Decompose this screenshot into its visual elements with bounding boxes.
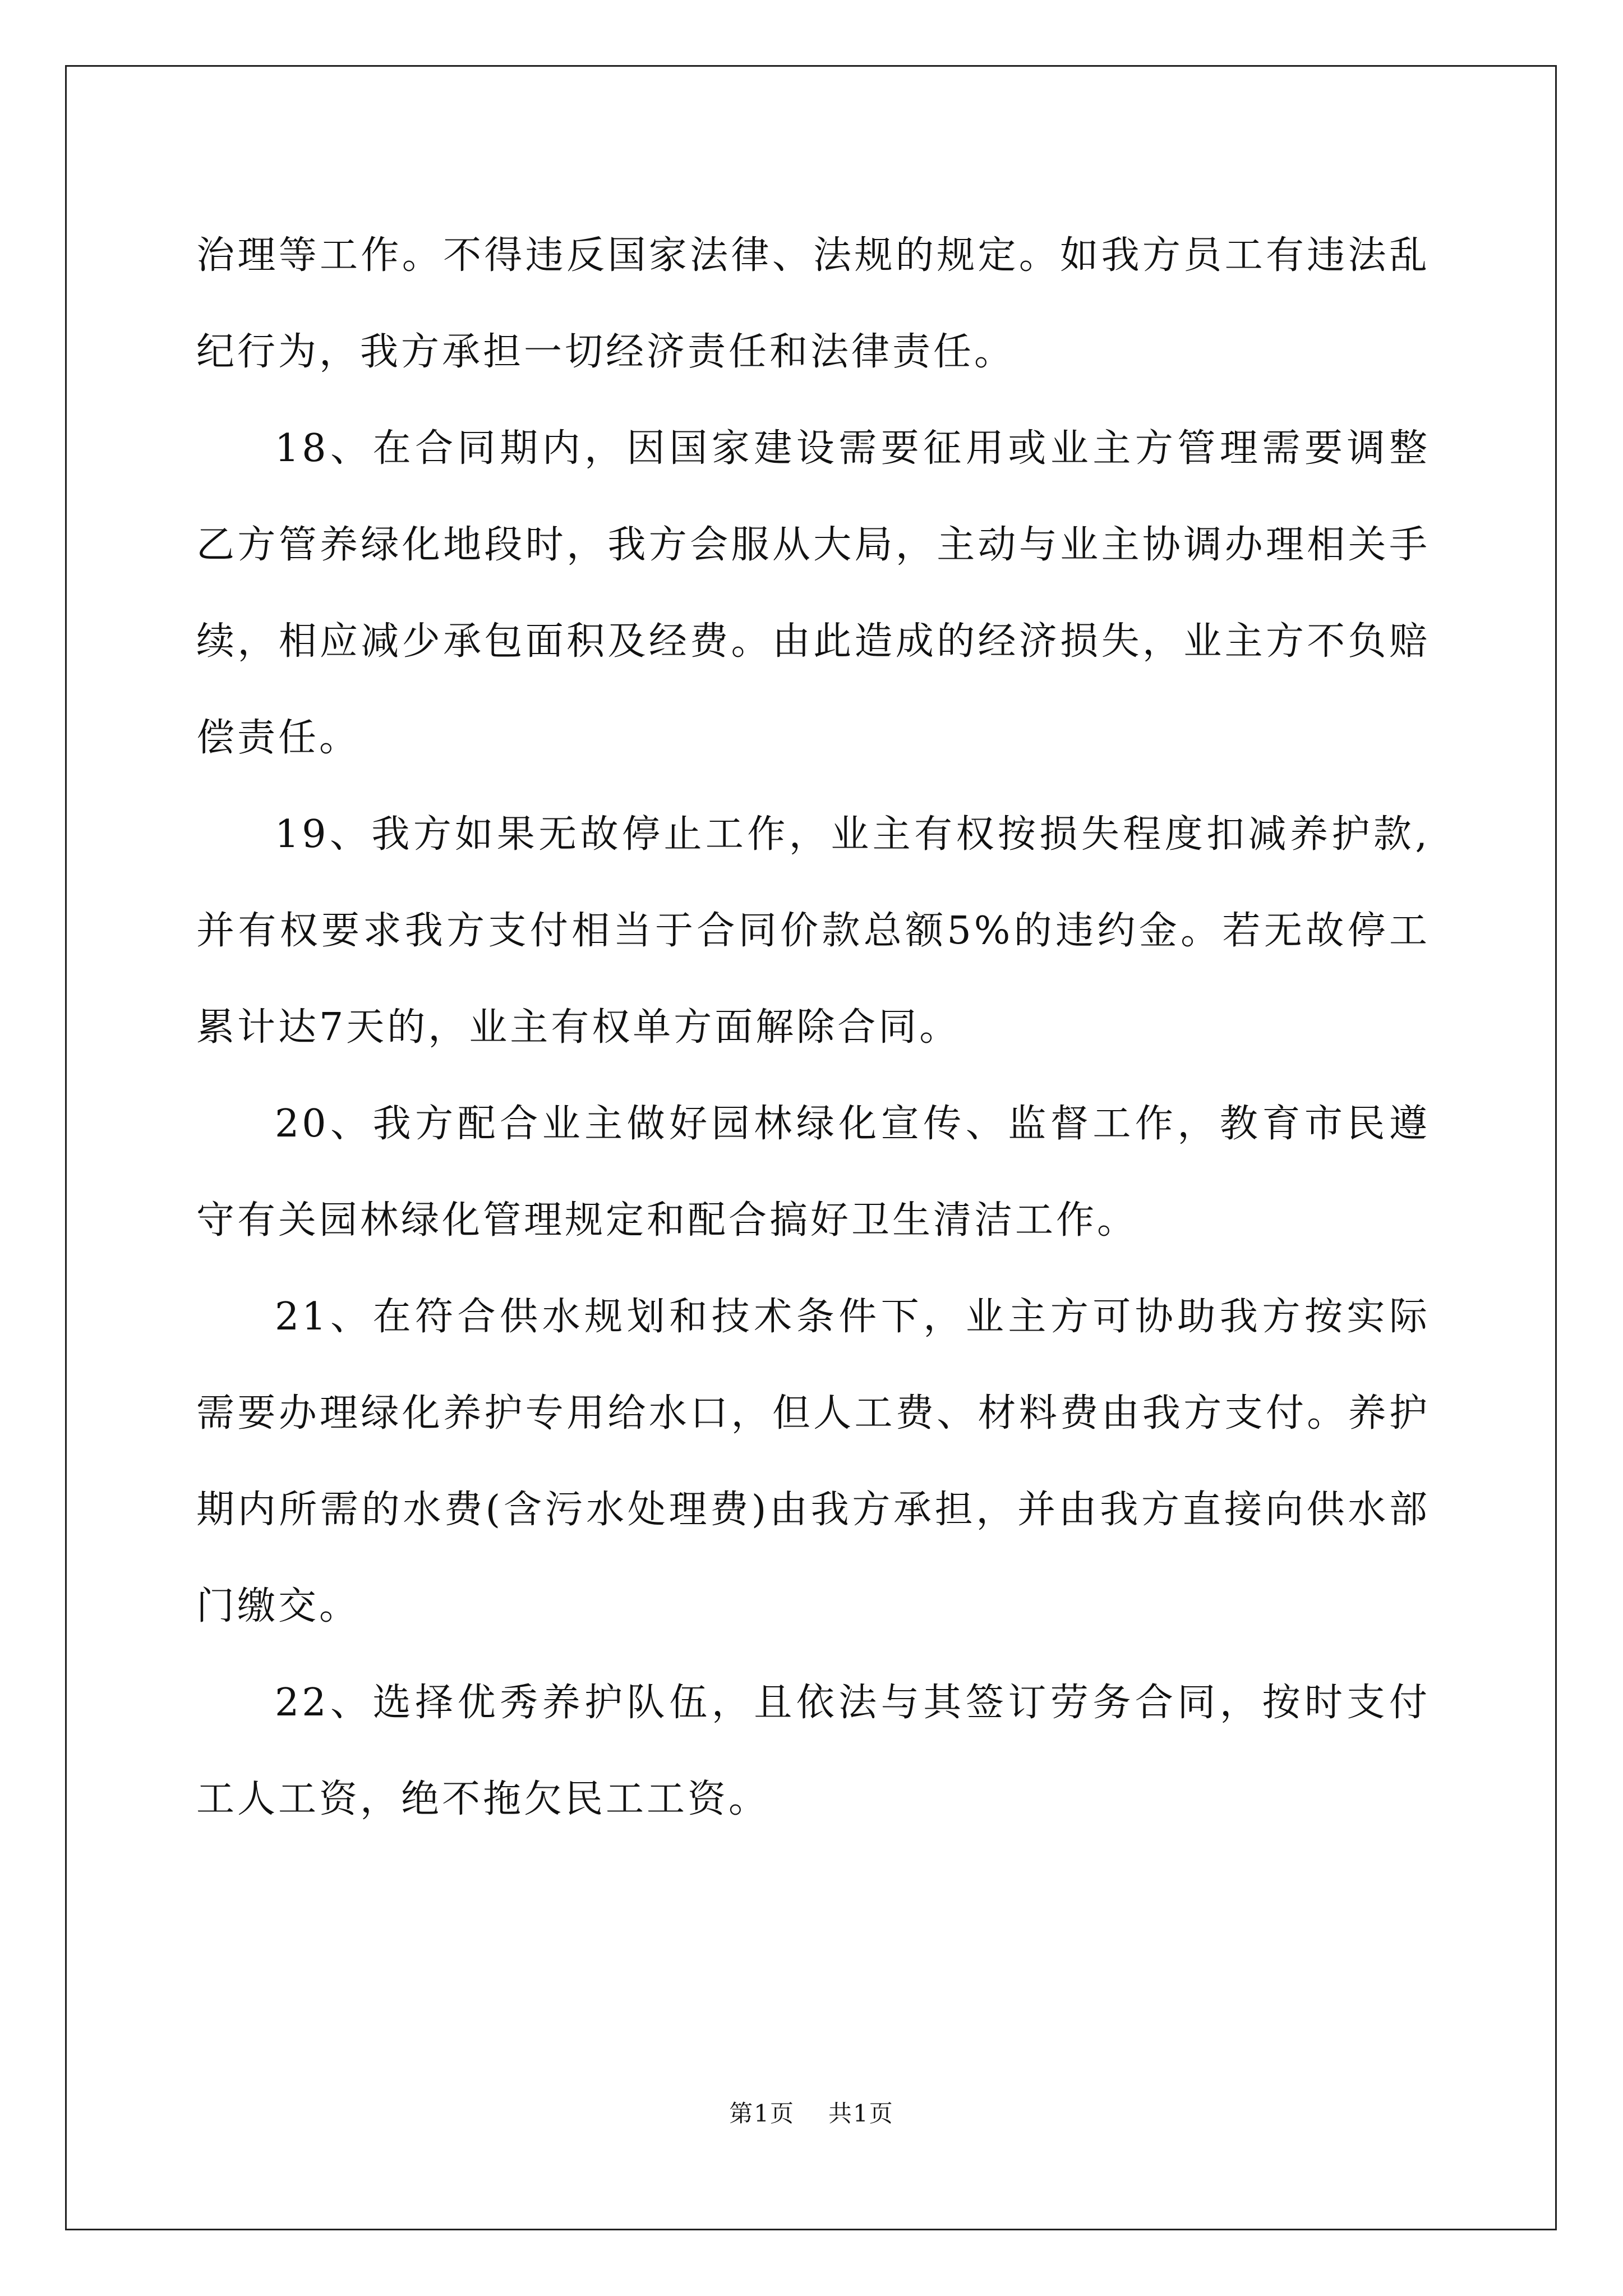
page-footer <box>0 2095 1623 2129</box>
paragraph-22: 22、选择优秀养护队伍，且依法与其签订劳务合同，按时支付工人工资，绝不拖欠民工工资。 <box>196 1681 1430 1821</box>
paragraph-20: 20、我方配合业主做好园林绿化宣传、监督工作，教育市民遵守有关园林绿化管理规定和配合搞好卫生清洁工作。 <box>196 1102 1430 1243</box>
document-body <box>196 208 1430 1848</box>
page-number: 第1页 <box>729 2100 795 2127</box>
paragraph-21: 21、在符合供水规划和技术条件下，业主方可协助我方按实际需要办理绿化养护专用给水口，但人工费、材料费由我方支付。养护期内所需的水费(含污水处理费)由我方承担，并由我方直接向供水部门缴交。 <box>196 1295 1430 1628</box>
paragraph-18: 18、在合同期内，因国家建设需要征用或业主方管理需要调整乙方管养绿化地段时，我方会服从大局，主动与业主协调办理相关手续，相应减少承包面积及经费。由此造成的经济损失，业主方不负赔偿责任。 <box>196 426 1430 760</box>
page-total: 共1页 <box>828 2100 894 2127</box>
paragraph-17-continued: 治理等工作。不得违反国家法律、法规的规定。如我方员工有违法乱纪行为，我方承担一切经济责任和法律责任。 <box>196 233 1430 374</box>
paragraph-19: 19、我方如果无故停止工作，业主有权按损失程度扣减养护款,并有权要求我方支付相当于合同价款总额5%的违约金。若无故停工累计达7天的，业主有权单方面解除合同。 <box>196 812 1430 1050</box>
